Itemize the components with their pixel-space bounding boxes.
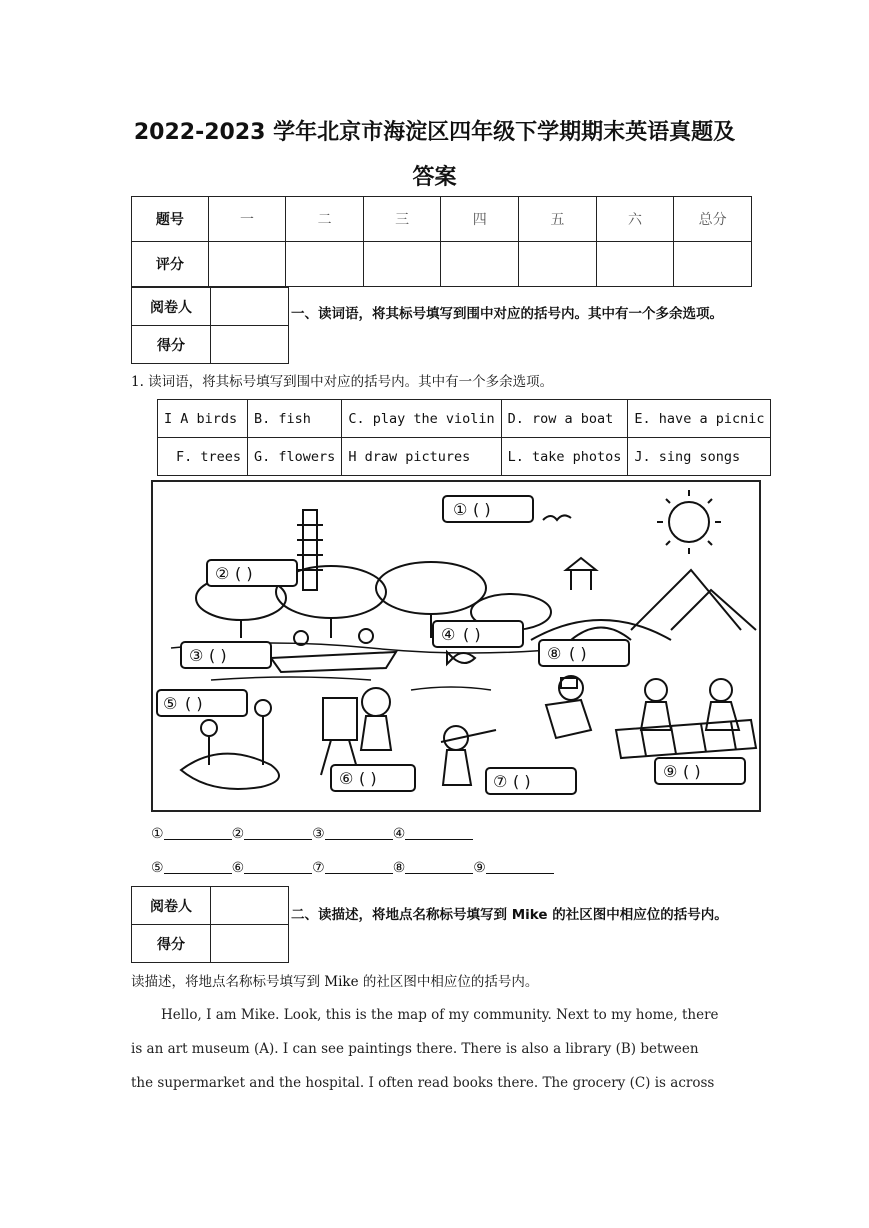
- reviewer-label: 阅卷人: [132, 887, 211, 925]
- score-col-4: 四: [441, 197, 519, 242]
- answer-num: ⑥: [231, 860, 245, 876]
- answer-num: ⑧: [392, 860, 406, 876]
- svg-text:⑤: ⑤: [163, 694, 178, 713]
- scene-label-3[interactable]: [181, 642, 271, 668]
- answer-blank[interactable]: [244, 825, 312, 840]
- score-table: [131, 196, 752, 287]
- word-option: J. sing songs: [628, 438, 771, 476]
- svg-text:④: ④: [441, 625, 456, 644]
- score-cell[interactable]: [363, 242, 441, 287]
- svg-text:⑦: ⑦: [493, 772, 508, 791]
- section1-instruction: 1. 读词语，将其标号填写到围中对应的括号内。其中有一个多余选项。: [131, 374, 554, 390]
- word-option: C. play the violin: [342, 400, 501, 438]
- svg-text:③: ③: [189, 646, 204, 665]
- answer-blank[interactable]: [486, 859, 554, 874]
- score-col-2: 二: [286, 197, 364, 242]
- svg-text:⑥: ⑥: [339, 769, 354, 788]
- svg-text:⑧: ⑧: [547, 644, 562, 663]
- score-col-total: 总分: [674, 197, 752, 242]
- section1-title: 一、读词语，将其标号填写到围中对应的括号内。其中有一个多余选项。: [291, 306, 723, 322]
- answer-blanks-row1: [151, 825, 473, 842]
- answer-num: ⑨: [473, 860, 486, 876]
- passage-line: is an art museum (A). I can see paintings there. There is also a library (B) between: [131, 1041, 699, 1057]
- scene-label-5[interactable]: [157, 690, 247, 716]
- svg-text:( ): ( ): [209, 646, 227, 665]
- answer-num: ⑤: [151, 860, 164, 876]
- word-option: B. fish: [248, 400, 342, 438]
- scene-label-2[interactable]: [207, 560, 297, 586]
- answer-blank[interactable]: [325, 825, 393, 840]
- score-label: 得分: [132, 326, 211, 364]
- answer-num: ③: [312, 826, 325, 842]
- scene-label-6[interactable]: [331, 765, 415, 791]
- answer-blank[interactable]: [325, 859, 393, 874]
- svg-text:( ): ( ): [569, 644, 587, 663]
- section2-title: 二、读描述，将地点名称标号填写到 Mike 的社区图中相应位的括号内。: [291, 907, 728, 923]
- score-cell[interactable]: [286, 242, 364, 287]
- document-title-line1: 2022-2023 学年北京市海淀区四年级下学期期末英语真题及: [133, 120, 736, 145]
- document-title-line2: 答案: [412, 165, 457, 190]
- score-value-cell[interactable]: [211, 925, 289, 963]
- answer-blank[interactable]: [164, 825, 232, 840]
- score-cell[interactable]: [519, 242, 597, 287]
- svg-text:( ): ( ): [185, 694, 203, 713]
- score-col-6: 六: [596, 197, 674, 242]
- svg-text:①: ①: [453, 500, 468, 519]
- svg-text:( ): ( ): [235, 564, 253, 583]
- word-option: E. have a picnic: [628, 400, 771, 438]
- reviewer-cell[interactable]: [211, 288, 289, 326]
- svg-text:( ): ( ): [359, 769, 377, 788]
- scene-label-1[interactable]: [443, 496, 533, 522]
- answer-num: ⑦: [312, 860, 325, 876]
- passage-line: Hello, I am Mike. Look, this is the map of my community. Next to my home, there: [161, 1007, 719, 1023]
- word-option: H draw pictures: [342, 438, 501, 476]
- answer-blank[interactable]: [244, 859, 312, 874]
- word-option: D. row a boat: [501, 400, 628, 438]
- word-option: I A birds: [158, 400, 248, 438]
- score-cell[interactable]: [674, 242, 752, 287]
- word-option: L. take photos: [501, 438, 628, 476]
- score-cell[interactable]: [596, 242, 674, 287]
- section2-instruction: 读描述，将地点名称标号填写到 Mike 的社区图中相应位的括号内。: [131, 974, 539, 990]
- svg-text:( ): ( ): [473, 500, 491, 519]
- passage-line: the supermarket and the hospital. I often read books there. The grocery (C) is across: [131, 1075, 715, 1091]
- word-options-table: [157, 399, 771, 476]
- answer-blank[interactable]: [405, 825, 473, 840]
- word-option: G. flowers: [248, 438, 342, 476]
- reviewer-cell[interactable]: [211, 887, 289, 925]
- scene-label-4[interactable]: [433, 621, 523, 647]
- park-scene-illustration: [151, 480, 761, 812]
- answer-blanks-row2: [151, 859, 554, 876]
- svg-text:( ): ( ): [463, 625, 481, 644]
- score-col-3: 三: [363, 197, 441, 242]
- answer-num: ①: [151, 826, 164, 842]
- scene-label-8[interactable]: [539, 640, 629, 666]
- score-row-label: 评分: [132, 242, 209, 287]
- score-cell[interactable]: [208, 242, 286, 287]
- score-header-label: 题号: [132, 197, 209, 242]
- svg-text:②: ②: [215, 564, 230, 583]
- svg-text:( ): ( ): [683, 762, 701, 781]
- score-label: 得分: [132, 925, 211, 963]
- svg-text:⑨: ⑨: [663, 762, 678, 781]
- score-col-5: 五: [519, 197, 597, 242]
- score-col-1: 一: [208, 197, 286, 242]
- word-option: F. trees: [158, 438, 248, 476]
- grader-box-2: [131, 886, 289, 963]
- scene-label-9[interactable]: [655, 758, 745, 784]
- scene-label-7[interactable]: [486, 768, 576, 794]
- answer-blank[interactable]: [405, 859, 473, 874]
- score-value-cell[interactable]: [211, 326, 289, 364]
- score-cell[interactable]: [441, 242, 519, 287]
- answer-num: ④: [392, 826, 406, 842]
- answer-blank[interactable]: [164, 859, 232, 874]
- answer-num: ②: [231, 826, 245, 842]
- svg-text:( ): ( ): [513, 772, 531, 791]
- reading-passage: [131, 998, 741, 1100]
- reviewer-label: 阅卷人: [132, 288, 211, 326]
- grader-box-1: [131, 287, 289, 364]
